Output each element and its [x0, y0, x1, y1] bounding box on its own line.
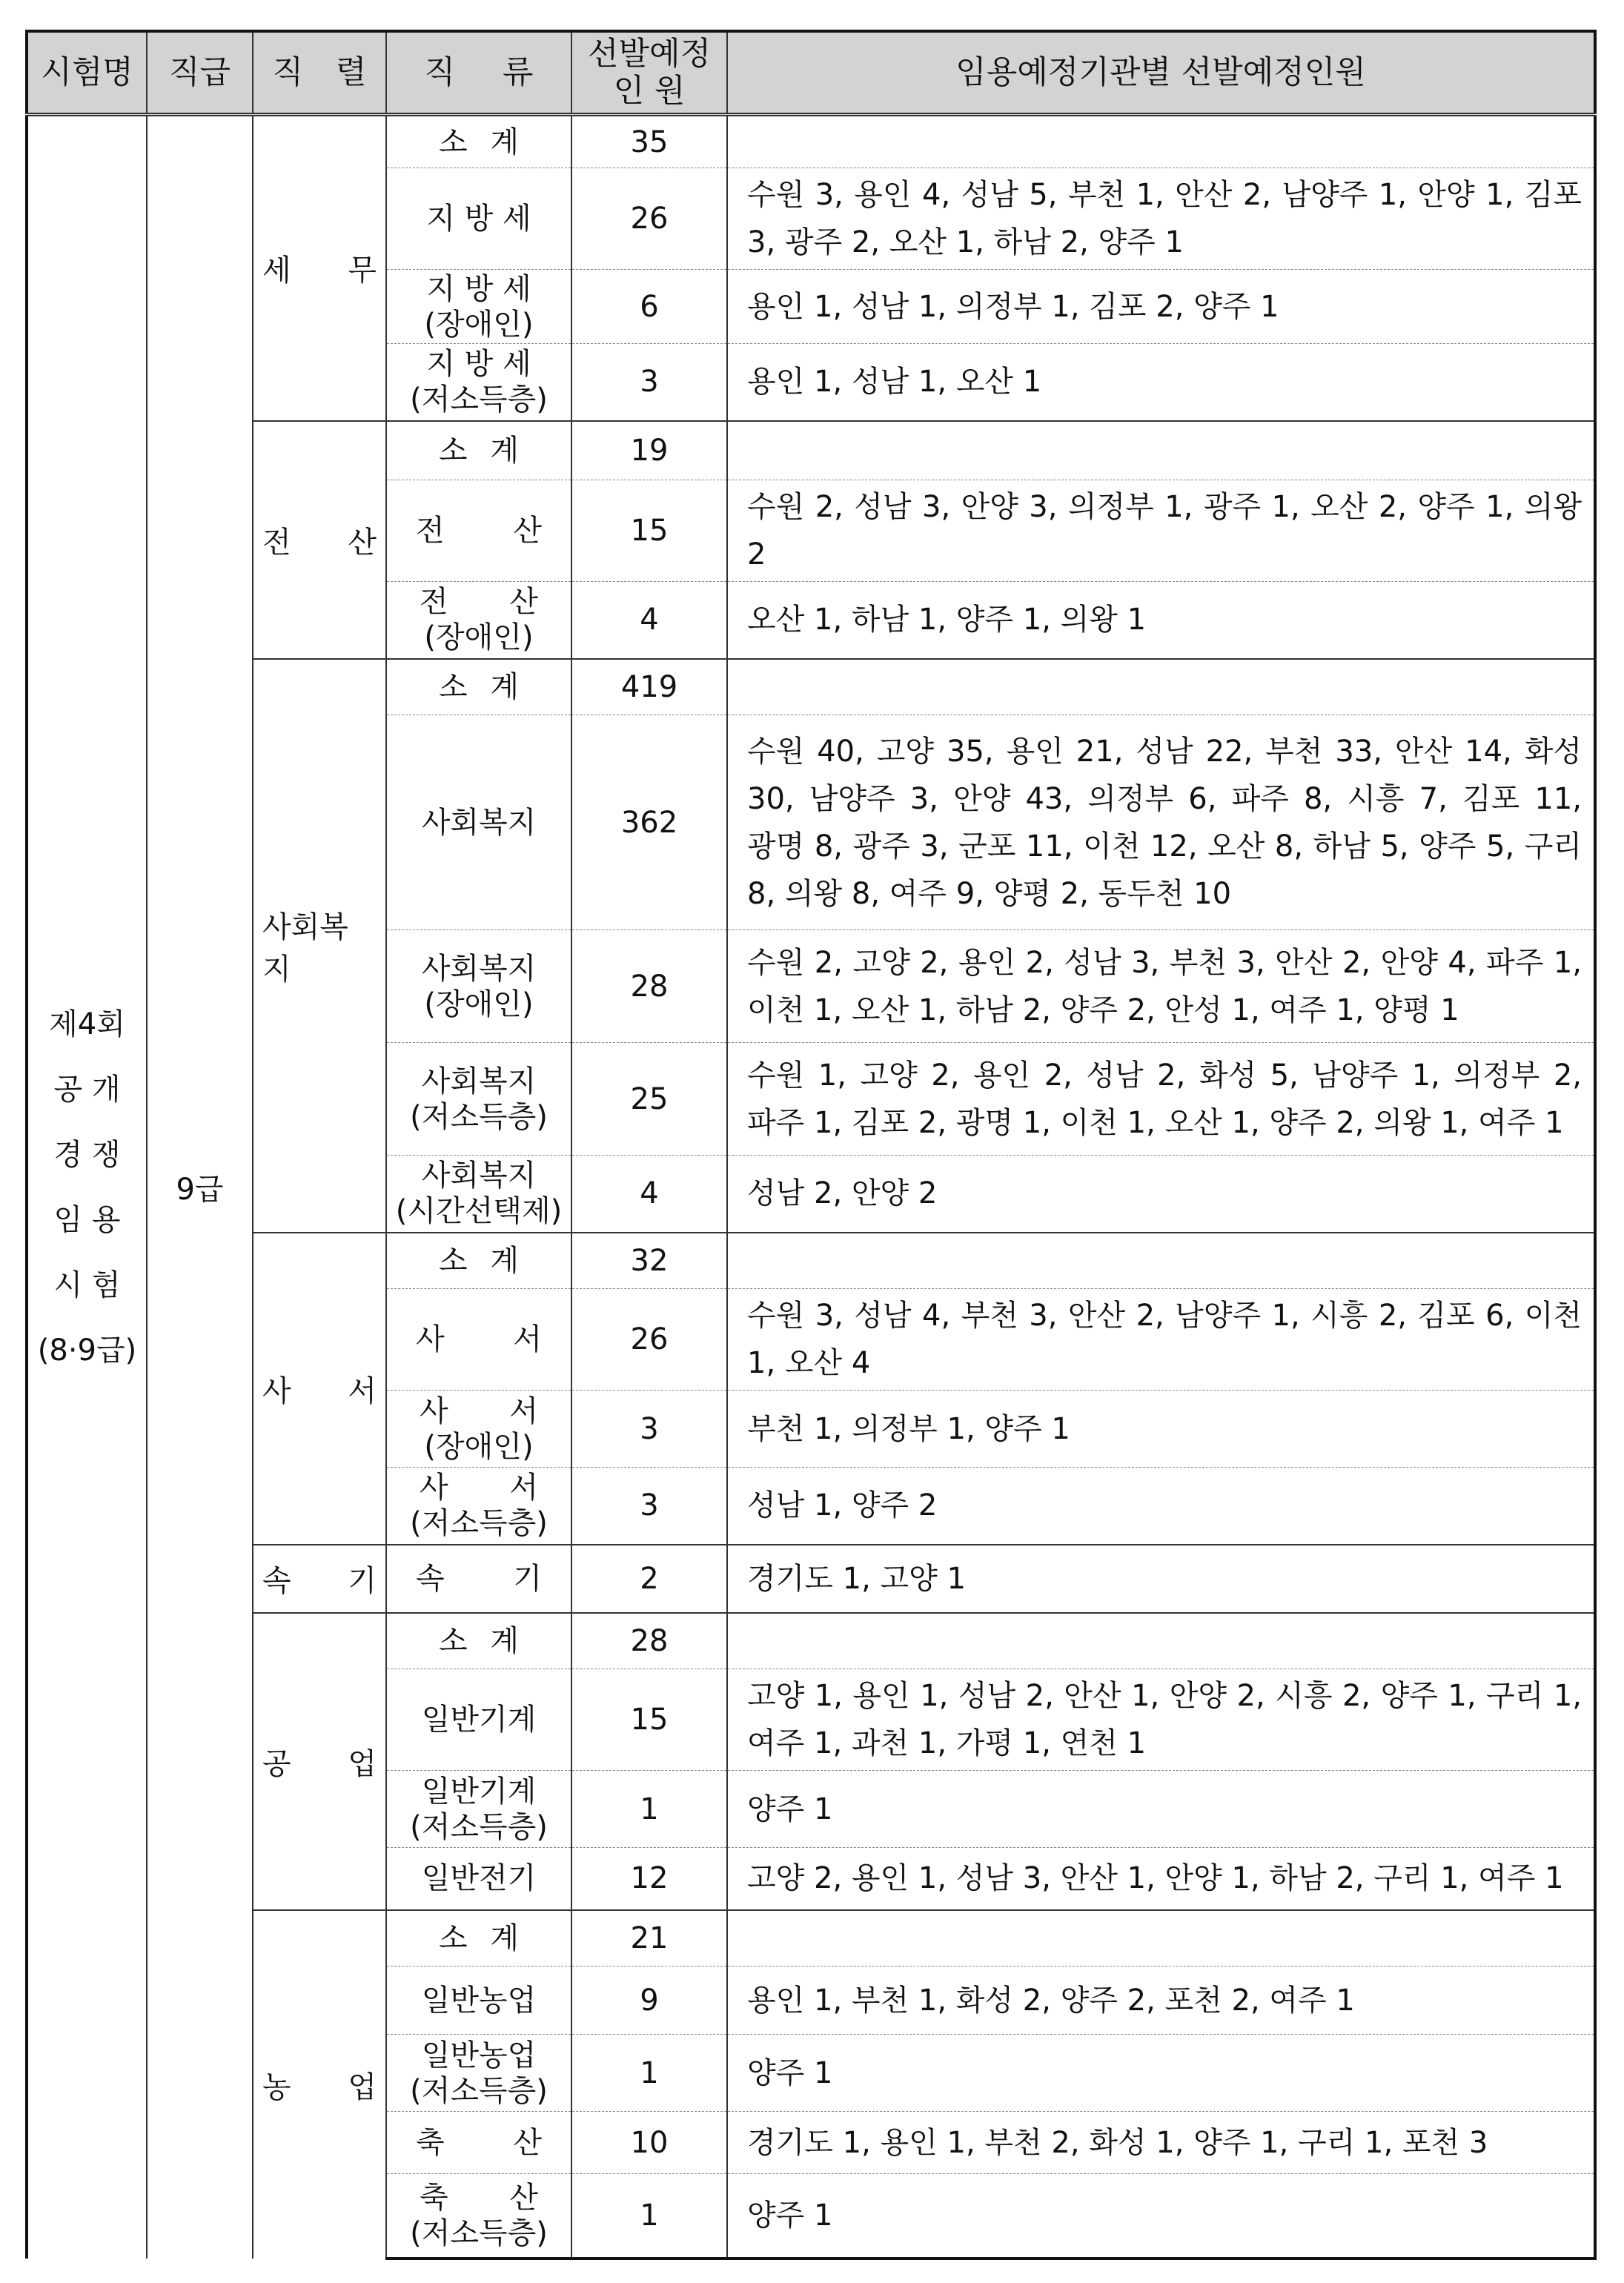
duty-main-label: 사회복지	[421, 1064, 537, 1099]
table-row	[27, 1545, 1595, 1613]
recruitment-table	[25, 30, 1597, 2260]
series-label: 사회복지	[262, 909, 348, 987]
count-cell: 28	[571, 1613, 727, 1669]
count-cell: 4	[571, 582, 727, 659]
duty-cell: 일반전기	[386, 1848, 571, 1910]
series-label	[262, 1368, 377, 1410]
count-cell: 3	[571, 1468, 727, 1545]
duty-main-label: 사 서	[420, 1471, 538, 1505]
distribution-cell: 고양 2, 용인 1, 성남 3, 안산 1, 안양 1, 하남 2, 구리 1, 여주 1	[727, 1848, 1595, 1910]
count-cell: 1	[571, 2035, 727, 2112]
duty-cell	[386, 2174, 571, 2259]
distribution-cell: 양주 1	[727, 2035, 1595, 2112]
series-label-char: 업	[348, 2070, 377, 2104]
duty-main-label: 사 서	[420, 1394, 538, 1428]
distribution-cell	[727, 421, 1595, 480]
duty-qualifier-label: (장애인)	[424, 307, 534, 342]
series-label	[262, 247, 377, 289]
exam-name-cell	[27, 115, 147, 2259]
distribution-cell: 고양 1, 용인 1, 성남 2, 안산 1, 안양 2, 시흥 2, 양주 1, 구리 1, 여주 1, 과천 1, 가평 1, 연천 1	[727, 1669, 1595, 1771]
exam-name-line: 경 쟁	[53, 1137, 121, 1172]
duty-cell	[386, 2035, 571, 2112]
duty-qualifier-label: (저소득층)	[410, 2073, 548, 2108]
distribution-cell	[727, 115, 1595, 168]
series-label-char: 농	[262, 2070, 291, 2104]
duty-cell: 속 기	[386, 1545, 571, 1613]
series-label-char: 기	[348, 1564, 377, 1598]
exam-name-line: 시 험	[53, 1268, 121, 1302]
duty-cell: 소 계	[386, 1910, 571, 1966]
duty-cell	[386, 582, 571, 659]
count-cell: 6	[571, 270, 727, 344]
duty-cell: 소 계	[386, 1613, 571, 1669]
exam-name-line: (8·9급)	[37, 1333, 137, 1368]
distribution-cell	[727, 1613, 1595, 1669]
table-row	[27, 421, 1595, 480]
series-cell	[253, 1233, 386, 1545]
duty-cell: 일반농업	[386, 1966, 571, 2035]
duty-qualifier-label: (저소득층)	[410, 382, 548, 417]
header-duty: 직 류	[386, 31, 571, 115]
duty-qualifier-label: (장애인)	[424, 987, 534, 1021]
header-series: 직 렬	[253, 31, 386, 115]
duty-main-label: 일반기계	[421, 1774, 537, 1809]
duty-cell: 지 방 세	[386, 168, 571, 270]
count-cell: 9	[571, 1966, 727, 2035]
table-body	[27, 115, 1595, 2259]
duty-cell: 일반기계	[386, 1669, 571, 1771]
duty-cell: 소 계	[386, 421, 571, 480]
table-row	[27, 1613, 1595, 1669]
count-cell: 25	[571, 1043, 727, 1156]
header-count: 선발예정 인 원	[571, 31, 727, 115]
header-exam: 시험명	[27, 31, 147, 115]
duty-cell: 소 계	[386, 1233, 571, 1289]
grade-cell: 9급	[147, 115, 253, 2259]
series-label-char: 사	[262, 1374, 291, 1408]
series-cell	[253, 1910, 386, 2259]
distribution-cell	[727, 1233, 1595, 1289]
distribution-cell: 경기도 1, 용인 1, 부천 2, 화성 1, 양주 1, 구리 1, 포천 3	[727, 2112, 1595, 2174]
table-row	[27, 659, 1595, 715]
count-cell: 19	[571, 421, 727, 480]
table-header-row	[27, 31, 1595, 115]
duty-qualifier-label: (장애인)	[424, 1429, 534, 1464]
duty-cell	[386, 344, 571, 421]
duty-cell	[386, 1156, 571, 1233]
distribution-cell: 용인 1, 성남 1, 오산 1	[727, 344, 1595, 421]
exam-name-line: 임 용	[53, 1202, 121, 1237]
table-row	[27, 1233, 1595, 1289]
duty-cell	[386, 930, 571, 1043]
distribution-cell: 성남 2, 안양 2	[727, 1156, 1595, 1233]
series-label-char: 무	[348, 254, 377, 288]
duty-qualifier-label: (저소득층)	[410, 2216, 548, 2250]
distribution-cell: 수원 3, 용인 4, 성남 5, 부천 1, 안산 2, 남양주 1, 안양 1, 김포 3, 광주 2, 오산 1, 하남 2, 양주 1	[727, 168, 1595, 270]
series-label	[262, 519, 377, 561]
distribution-cell: 오산 1, 하남 1, 양주 1, 의왕 1	[727, 582, 1595, 659]
duty-cell: 전 산	[386, 480, 571, 582]
series-cell	[253, 1545, 386, 1613]
count-cell: 35	[571, 115, 727, 168]
count-cell: 26	[571, 168, 727, 270]
duty-cell	[386, 1391, 571, 1468]
count-cell: 10	[571, 2112, 727, 2174]
count-cell: 4	[571, 1156, 727, 1233]
series-label-char: 세	[262, 254, 291, 288]
duty-qualifier-label: (저소득층)	[410, 1099, 548, 1134]
count-cell: 362	[571, 715, 727, 930]
count-cell: 419	[571, 659, 727, 715]
duty-qualifier-label: (저소득층)	[410, 1809, 548, 1844]
duty-cell: 소 계	[386, 115, 571, 168]
table-row	[27, 1910, 1595, 1966]
series-cell	[253, 659, 386, 1233]
exam-name-line: 공 개	[53, 1072, 121, 1107]
duty-main-label: 사회복지	[421, 951, 537, 986]
duty-cell: 사 서	[386, 1289, 571, 1391]
count-cell: 12	[571, 1848, 727, 1910]
distribution-cell: 용인 1, 성남 1, 의정부 1, 김포 2, 양주 1	[727, 270, 1595, 344]
distribution-cell	[727, 659, 1595, 715]
series-label-char: 전	[262, 525, 291, 560]
duty-qualifier-label: (시간선택제)	[395, 1194, 563, 1229]
duty-cell	[386, 1468, 571, 1545]
count-cell: 15	[571, 480, 727, 582]
table-row	[27, 115, 1595, 168]
distribution-cell: 수원 3, 성남 4, 부천 3, 안산 2, 남양주 1, 시흥 2, 김포 6, 이천 1, 오산 4	[727, 1289, 1595, 1391]
duty-main-label: 일반농업	[421, 2038, 537, 2072]
series-label-char: 업	[348, 1746, 377, 1781]
duty-qualifier-label: (저소득층)	[410, 1506, 548, 1541]
series-label	[262, 1557, 377, 1600]
distribution-cell: 용인 1, 부천 1, 화성 2, 양주 2, 포천 2, 여주 1	[727, 1966, 1595, 2035]
distribution-cell: 수원 40, 고양 35, 용인 21, 성남 22, 부천 33, 안산 14, 화성 30, 남양주 3, 안양 43, 의정부 6, 파주 8, 시흥 7, 김포 11, 광명 8, 광주 3, 군포 11, 이천 12, 오산 8, 하남 5, 양주 5, 구리 8, 의왕 8, 여주 9, 양평 2, 동두천 10	[727, 715, 1595, 930]
series-cell	[253, 421, 386, 659]
duty-main-label: 사회복지	[421, 1159, 537, 1193]
duty-main-label: 지 방 세	[426, 347, 531, 382]
distribution-cell: 성남 1, 양주 2	[727, 1468, 1595, 1545]
distribution-cell: 수원 2, 고양 2, 용인 2, 성남 3, 부천 3, 안산 2, 안양 4, 파주 1, 이천 1, 오산 1, 하남 2, 양주 2, 안성 1, 여주 1, 양평 1	[727, 930, 1595, 1043]
distribution-cell	[727, 1910, 1595, 1966]
duty-cell: 축 산	[386, 2112, 571, 2174]
count-cell: 26	[571, 1289, 727, 1391]
count-cell: 21	[571, 1910, 727, 1966]
duty-main-label: 축 산	[420, 2180, 538, 2215]
header-distribution: 임용예정기관별 선발예정인원	[727, 31, 1595, 115]
count-cell: 1	[571, 1771, 727, 1848]
duty-cell: 사회복지	[386, 715, 571, 930]
series-label-char: 속	[262, 1564, 291, 1598]
duty-main-label: 지 방 세	[426, 271, 531, 306]
count-cell: 1	[571, 2174, 727, 2259]
duty-main-label: 전 산	[420, 585, 538, 620]
count-cell: 3	[571, 1391, 727, 1468]
series-label-char: 공	[262, 1746, 291, 1781]
series-label-char: 서	[348, 1374, 377, 1408]
distribution-cell: 양주 1	[727, 1771, 1595, 1848]
duty-cell: 소 계	[386, 659, 571, 715]
distribution-cell: 수원 2, 성남 3, 안양 3, 의정부 1, 광주 1, 오산 2, 양주 1, 의왕 2	[727, 480, 1595, 582]
count-cell: 15	[571, 1669, 727, 1771]
header-grade: 직급	[147, 31, 253, 115]
duty-cell	[386, 1771, 571, 1848]
count-cell: 2	[571, 1545, 727, 1613]
series-cell	[253, 115, 386, 421]
series-label-char: 산	[348, 525, 377, 560]
count-cell: 32	[571, 1233, 727, 1289]
duty-qualifier-label: (장애인)	[424, 620, 534, 655]
duty-cell	[386, 270, 571, 344]
count-cell: 3	[571, 344, 727, 421]
distribution-cell: 경기도 1, 고양 1	[727, 1545, 1595, 1613]
series-cell	[253, 1613, 386, 1910]
duty-cell	[386, 1043, 571, 1156]
distribution-cell: 부천 1, 의정부 1, 양주 1	[727, 1391, 1595, 1468]
count-cell: 28	[571, 930, 727, 1043]
exam-name-line: 제4회	[49, 1007, 125, 1041]
distribution-cell: 수원 1, 고양 2, 용인 2, 성남 2, 화성 5, 남양주 1, 의정부 2, 파주 1, 김포 2, 광명 1, 이천 1, 오산 1, 양주 2, 의왕 1, 여주 1	[727, 1043, 1595, 1156]
series-label	[262, 1740, 377, 1783]
distribution-cell: 양주 1	[727, 2174, 1595, 2259]
series-label	[262, 2064, 377, 2106]
